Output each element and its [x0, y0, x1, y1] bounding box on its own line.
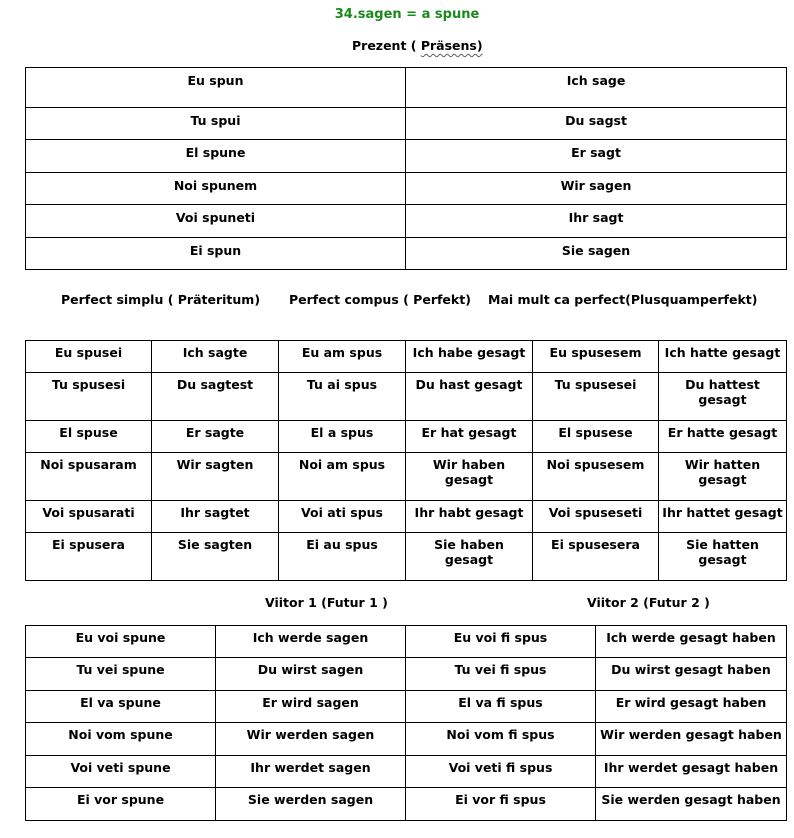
conjugation-cell: El spusese [533, 421, 659, 453]
table-row [26, 373, 787, 421]
conjugation-cell: Ei au spus [279, 533, 406, 581]
future-table [25, 625, 787, 821]
past-heading-pluperfect: Mai mult ca perfect(Plusquamperfekt) [488, 292, 758, 307]
conjugation-cell: Tu ai spus [279, 373, 406, 421]
conjugation-cell: Noi am spus [279, 453, 406, 501]
conjugation-cell: El spuse [26, 421, 152, 453]
table-row [26, 173, 787, 205]
present-heading [352, 38, 483, 53]
present-heading-tense: Präsens) [420, 38, 483, 53]
conjugation-cell: Er sagte [152, 421, 279, 453]
page-title: 34.sagen = a spune [334, 7, 480, 22]
conjugation-cell: Sie sagten [152, 533, 279, 581]
table-row [26, 658, 787, 691]
conjugation-cell: Wir hatten gesagt [659, 453, 787, 501]
conjugation-cell: Ei spusera [26, 533, 152, 581]
table-row [26, 68, 787, 108]
conjugation-cell: Ei vor spune [26, 788, 216, 821]
conjugation-cell: Er wird gesagt haben [596, 691, 787, 723]
conjugation-cell: Ihr werdet gesagt haben [596, 756, 787, 788]
conjugation-cell: Ihr werdet sagen [216, 756, 406, 788]
conjugation-cell: Tu spui [26, 108, 406, 140]
table-row [26, 788, 787, 821]
table-row [26, 453, 787, 501]
conjugation-cell: El spune [26, 140, 406, 173]
conjugation-cell: Du sagtest [152, 373, 279, 421]
conjugation-cell: El a spus [279, 421, 406, 453]
conjugation-cell: Er sagt [406, 140, 787, 173]
conjugation-cell: Ihr hattet gesagt [659, 501, 787, 533]
conjugation-cell: Ich habe gesagt [406, 341, 533, 373]
conjugation-cell: Ich sage [406, 68, 787, 108]
conjugation-cell: Ei vor fi spus [406, 788, 596, 821]
conjugation-cell: Ei spun [26, 238, 406, 270]
conjugation-cell: Voi veti spune [26, 756, 216, 788]
conjugation-cell: Noi spunem [26, 173, 406, 205]
conjugation-cell: Noi vom spune [26, 723, 216, 756]
conjugation-cell: Tu vei fi spus [406, 658, 596, 691]
table-row [26, 205, 787, 238]
future1-heading: Viitor 1 (Futur 1 ) [265, 595, 388, 610]
conjugation-cell: Du hast gesagt [406, 373, 533, 421]
conjugation-cell: Wir sagten [152, 453, 279, 501]
conjugation-cell: Eu spusesem [533, 341, 659, 373]
conjugation-cell: Eu spusei [26, 341, 152, 373]
conjugation-cell: Du hattest gesagt [659, 373, 787, 421]
table-row [26, 421, 787, 453]
table-row [26, 238, 787, 270]
table-row [26, 533, 787, 581]
conjugation-cell: Eu voi fi spus [406, 626, 596, 658]
conjugation-cell: Eu voi spune [26, 626, 216, 658]
table-row [26, 626, 787, 658]
conjugation-cell: Er hat gesagt [406, 421, 533, 453]
conjugation-cell: Voi spuneti [26, 205, 406, 238]
conjugation-cell: Voi spusarati [26, 501, 152, 533]
conjugation-cell: Noi spusesem [533, 453, 659, 501]
present-heading-label: Prezent ( [352, 38, 417, 53]
conjugation-cell: Eu spun [26, 68, 406, 108]
conjugation-cell: Sie werden sagen [216, 788, 406, 821]
conjugation-cell: Du sagst [406, 108, 787, 140]
table-row [26, 140, 787, 173]
conjugation-cell: Wir sagen [406, 173, 787, 205]
conjugation-cell: Ihr sagt [406, 205, 787, 238]
conjugation-cell: Voi ati spus [279, 501, 406, 533]
conjugation-cell: Sie sagen [406, 238, 787, 270]
table-row [26, 341, 787, 373]
past-heading-perfect: Perfect compus ( Perfekt) [289, 292, 471, 307]
conjugation-cell: Wir haben gesagt [406, 453, 533, 501]
past-heading-preterite: Perfect simplu ( Präteritum) [61, 292, 261, 307]
conjugation-cell: Voi spuseseti [533, 501, 659, 533]
conjugation-cell: Er wird sagen [216, 691, 406, 723]
future2-heading: Viitor 2 (Futur 2 ) [587, 595, 710, 610]
conjugation-cell: Er hatte gesagt [659, 421, 787, 453]
past-table [25, 340, 787, 581]
table-row [26, 756, 787, 788]
conjugation-cell: Tu spusesei [533, 373, 659, 421]
table-row [26, 691, 787, 723]
conjugation-cell: El va fi spus [406, 691, 596, 723]
conjugation-cell: Ihr habt gesagt [406, 501, 533, 533]
conjugation-cell: Tu vei spune [26, 658, 216, 691]
conjugation-cell: Noi vom fi spus [406, 723, 596, 756]
conjugation-cell: Ich hatte gesagt [659, 341, 787, 373]
conjugation-cell: Noi spusaram [26, 453, 152, 501]
conjugation-cell: Eu am spus [279, 341, 406, 373]
conjugation-cell: Ihr sagtet [152, 501, 279, 533]
conjugation-cell: Voi veti fi spus [406, 756, 596, 788]
conjugation-cell: Sie haben gesagt [406, 533, 533, 581]
conjugation-cell: Ich sagte [152, 341, 279, 373]
conjugation-cell: El va spune [26, 691, 216, 723]
table-row [26, 723, 787, 756]
conjugation-cell: Tu spusesi [26, 373, 152, 421]
conjugation-cell: Wir werden sagen [216, 723, 406, 756]
table-row [26, 501, 787, 533]
conjugation-cell: Du wirst gesagt haben [596, 658, 787, 691]
conjugation-cell: Wir werden gesagt haben [596, 723, 787, 756]
conjugation-cell: Ei spusesera [533, 533, 659, 581]
conjugation-cell: Ich werde gesagt haben [596, 626, 787, 658]
present-table [25, 67, 787, 270]
conjugation-cell: Ich werde sagen [216, 626, 406, 658]
conjugation-cell: Sie werden gesagt haben [596, 788, 787, 821]
conjugation-cell: Du wirst sagen [216, 658, 406, 691]
table-row [26, 108, 787, 140]
conjugation-cell: Sie hatten gesagt [659, 533, 787, 581]
